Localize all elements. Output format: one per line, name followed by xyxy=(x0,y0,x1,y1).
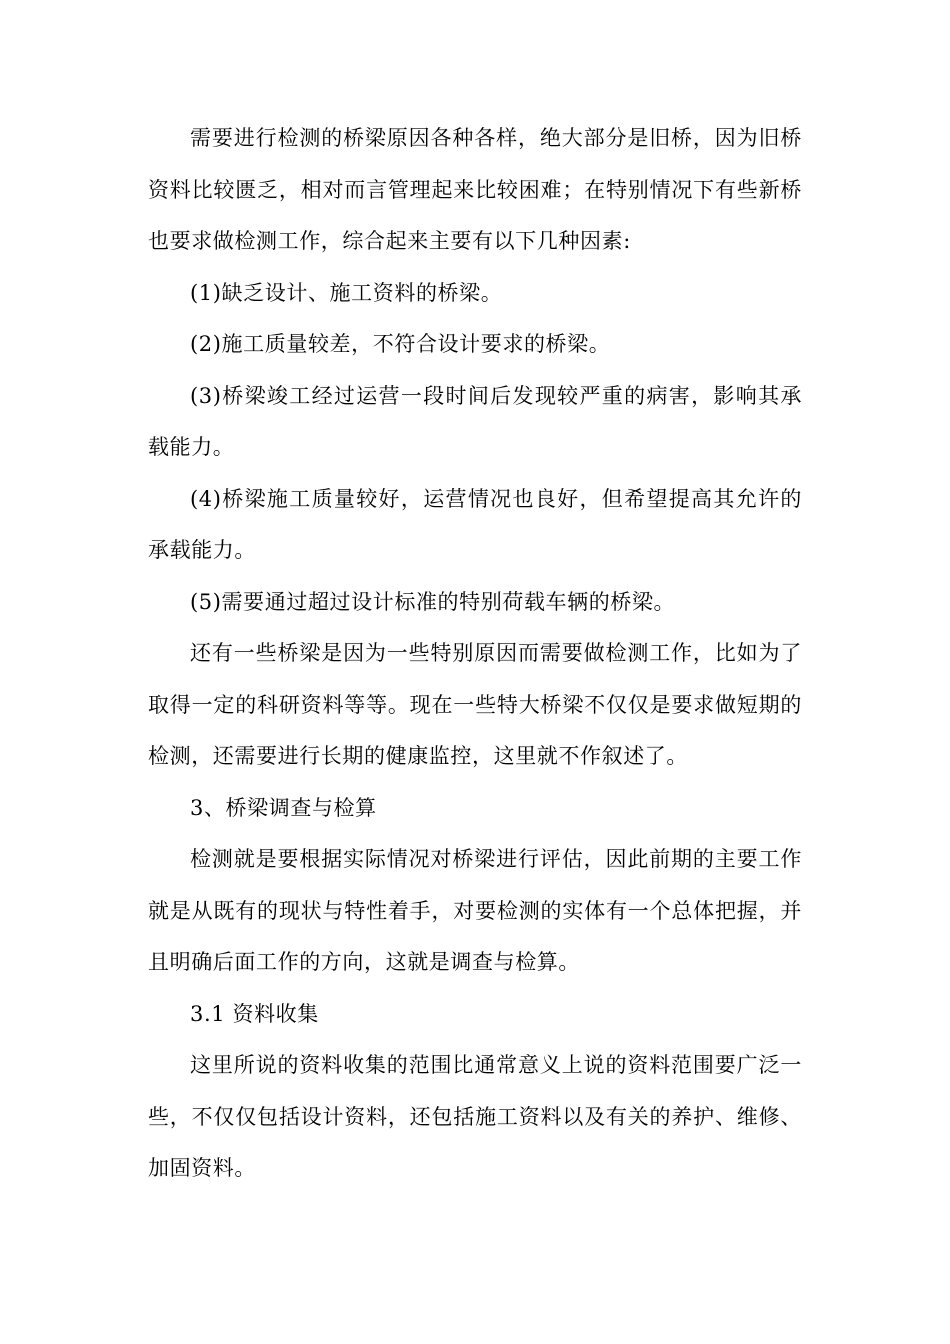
list-item-5: (5)需要通过超过设计标准的特别荷载车辆的桥梁。 xyxy=(190,589,676,614)
subsection-heading-3-1: 3.1 资料收集 xyxy=(190,1001,319,1026)
section-heading-3: 3、桥梁调查与检算 xyxy=(190,795,377,820)
list-item-3: (3)桥梁竣工经过运营一段时间后发现较严重的病害，影响其承载能力。 xyxy=(148,383,802,459)
paragraph-section-3-1: 这里所说的资料收集的范围比通常意义上说的资料范围要广泛一些，不仅仅包括设计资料，还包括施工资料以及有关的养护、维修、加固资料。 xyxy=(148,1053,802,1180)
list-item-1: (1)缺乏设计、施工资料的桥梁。 xyxy=(190,280,503,305)
document-body xyxy=(148,113,802,1195)
paragraph-intro: 需要进行检测的桥梁原因各种各样，绝大部分是旧桥，因为旧桥资料比较匮乏，相对而言管理起来比较困难；在特别情况下有些新桥也要求做检测工作，综合起来主要有以下几种因素: xyxy=(148,126,802,253)
list-item-2: (2)施工质量较差，不符合设计要求的桥梁。 xyxy=(190,332,611,356)
paragraph-section-3: 检测就是要根据实际情况对桥梁进行评估，因此前期的主要工作就是从既有的现状与特性着手，对要检测的实体有一个总体把握，并且明确后面工作的方向，这就是调查与检算。 xyxy=(148,847,802,974)
list-item-4: (4)桥梁施工质量较好，运营情况也良好，但希望提高其允许的承载能力。 xyxy=(148,486,802,562)
paragraph-other-reasons: 还有一些桥梁是因为一些特别原因而需要做检测工作，比如为了取得一定的科研资料等等。现在一些特大桥梁不仅仅是要求做短期的检测，还需要进行长期的健康监控，这里就不作叙述了。 xyxy=(148,641,802,768)
